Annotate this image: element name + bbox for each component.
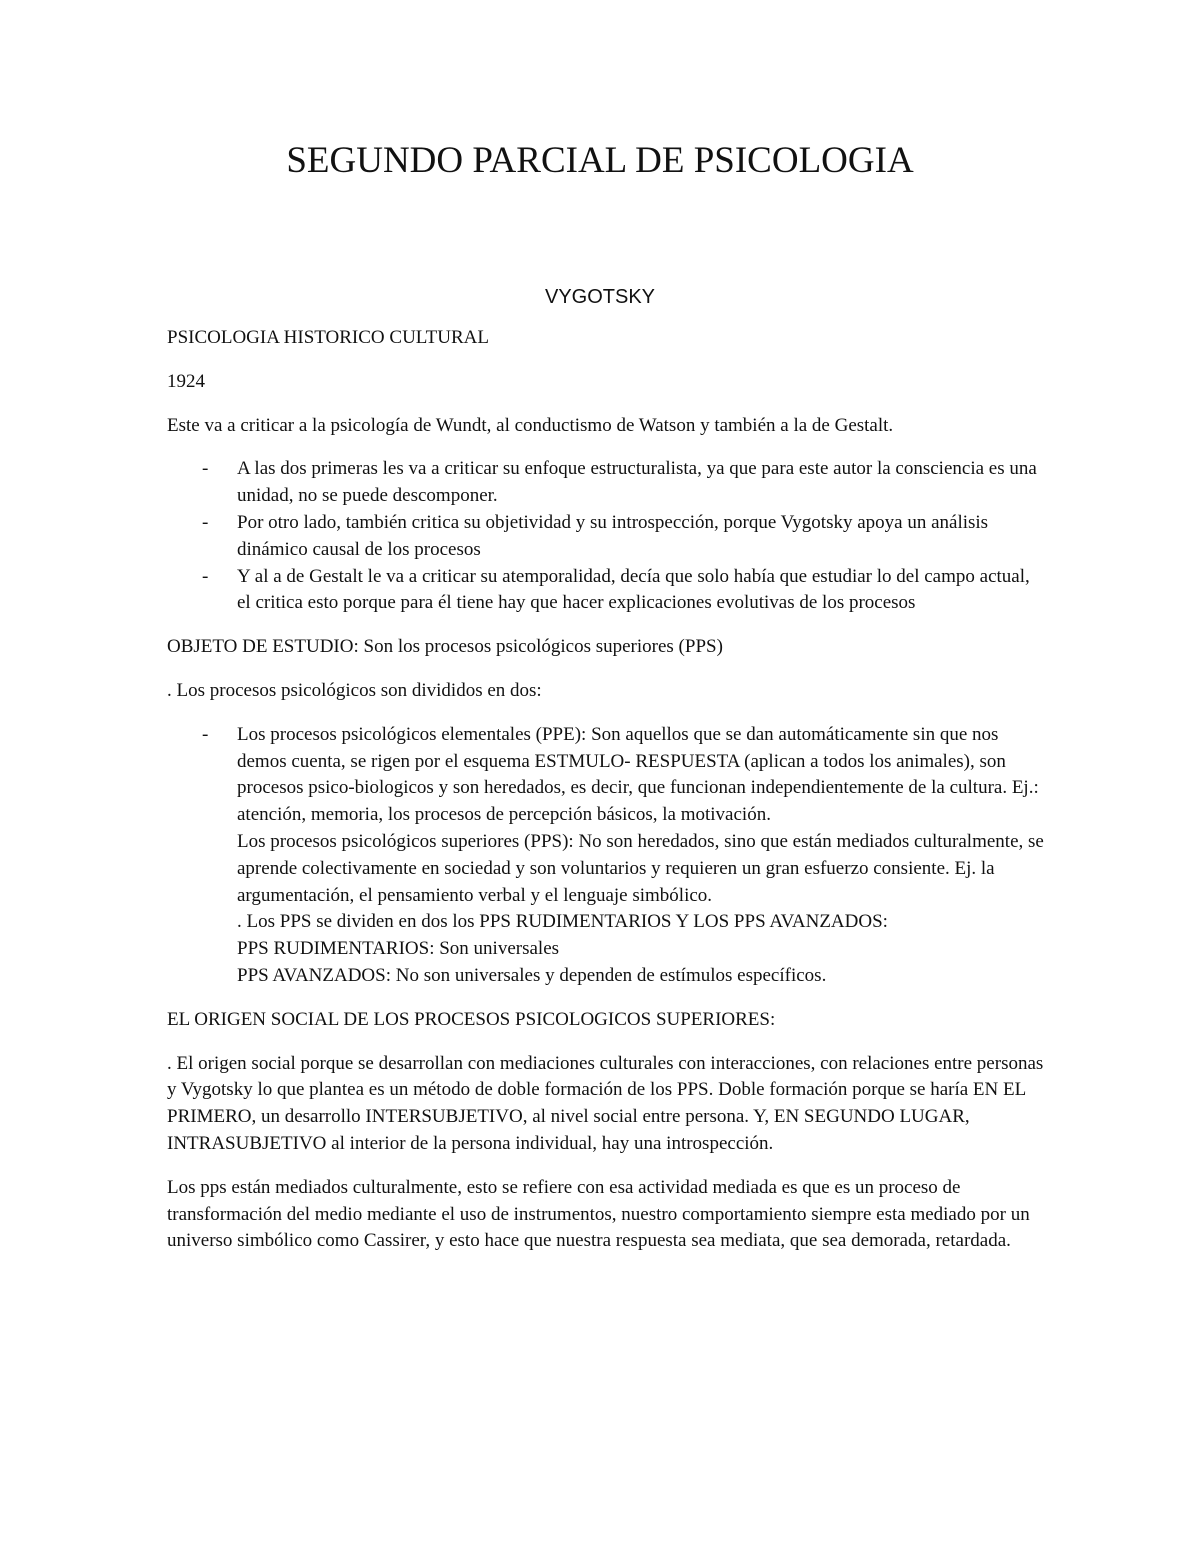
objeto-paragraph: OBJETO DE ESTUDIO: Son los procesos psicológicos superiores (PPS) bbox=[167, 636, 723, 658]
ppe-text: Los procesos psicológicos elementales (PPE): Son aquellos que se dan automáticamente sin que nos demos cuenta, se rigen por el esquema ESTMULO- RESPUESTA (aplican a todos los animales), son procesos psico-biologicos y son heredados, es decir, que funcionan independientemente de la cultura. Ej.: atención, memoria, los procesos de percepción básicos, la motivación. bbox=[237, 723, 1039, 826]
bullet-dash: - bbox=[202, 565, 209, 587]
section-subtitle: VYGOTSKY bbox=[544, 286, 656, 308]
critique-list bbox=[167, 456, 1047, 617]
document-body bbox=[167, 325, 1047, 1272]
list-item bbox=[167, 510, 1047, 564]
list-item bbox=[167, 456, 1047, 510]
bullet-dash: - bbox=[202, 458, 209, 480]
origen-paragraph: . El origen social porque se desarrollan con mediaciones culturales con interacciones, con relaciones entre personas y Vygotsky lo que plantea es un método de doble formación de los PPS. Doble formación porque se haría EN EL PRIMERO, un desarrollo INTERSUBJETIVO, al nivel social entre persona. Y, EN SEGUNDO LUGAR, INTRASUBJETIVO al interior de la persona individual, hay una introspección. bbox=[167, 1052, 1044, 1154]
document-title: SEGUNDO PARCIAL DE PSICOLOGIA bbox=[286, 140, 914, 181]
pps-rudimentarios-text: PPS RUDIMENTARIOS: Son universales bbox=[237, 938, 560, 960]
pps-division-text: . Los PPS se dividen en dos los PPS RUDIMENTARIOS Y LOS PPS AVANZADOS: bbox=[237, 911, 888, 933]
bullet-dash: - bbox=[202, 723, 209, 745]
intro-paragraph: Este va a criticar a la psicología de Wundt, al conductismo de Watson y también a la de Gestalt. bbox=[167, 414, 894, 436]
list-item-text: A las dos primeras les va a criticar su enfoque estructuralista, ya que para este autor la consciencia es una unidad, no se puede descomponer. bbox=[237, 458, 1037, 507]
list-item-text: Y al a de Gestalt le va a criticar su atemporalidad, decía que solo había que estudiar lo del campo actual, el critica esto porque para él tiene hay que hacer explicaciones evolutivas de los procesos bbox=[237, 565, 1030, 614]
year-text: 1924 bbox=[167, 370, 205, 392]
list-item bbox=[167, 564, 1047, 618]
pps-avanzados-text: PPS AVANZADOS: No son universales y dependen de estímulos específicos. bbox=[237, 964, 827, 986]
mediados-paragraph: Los pps están mediados culturalmente, esto se refiere con esa actividad mediada es que es un proceso de transformación del medio mediante el uso de instrumentos, nuestro comportamiento siempre esta mediado por un universo simbólico como Cassirer, y esto hace que nuestra respuesta sea mediata, que sea demorada, retardada. bbox=[167, 1176, 1030, 1252]
section-heading: PSICOLOGIA HISTORICO CULTURAL bbox=[167, 327, 489, 348]
bullet-dash: - bbox=[202, 511, 209, 533]
procesos-list bbox=[167, 722, 1047, 990]
section-heading: EL ORIGEN SOCIAL DE LOS PROCESOS PSICOLOGICOS SUPERIORES: bbox=[167, 1008, 776, 1030]
list-item-text: Por otro lado, también critica su objetividad y su introspección, porque Vygotsky apoya un análisis dinámico causal de los procesos bbox=[237, 511, 989, 560]
divididos-paragraph: . Los procesos psicológicos son divididos en dos: bbox=[167, 679, 542, 701]
pps-text: Los procesos psicológicos superiores (PPS): No son heredados, sino que están mediados culturalmente, se aprende colectivamente en sociedad y son voluntarios y requieren un gran esfuerzo consiente. Ej. la argumentación, el pensamiento verbal y el lenguaje simbólico. bbox=[237, 830, 1044, 906]
list-item bbox=[167, 722, 1047, 990]
